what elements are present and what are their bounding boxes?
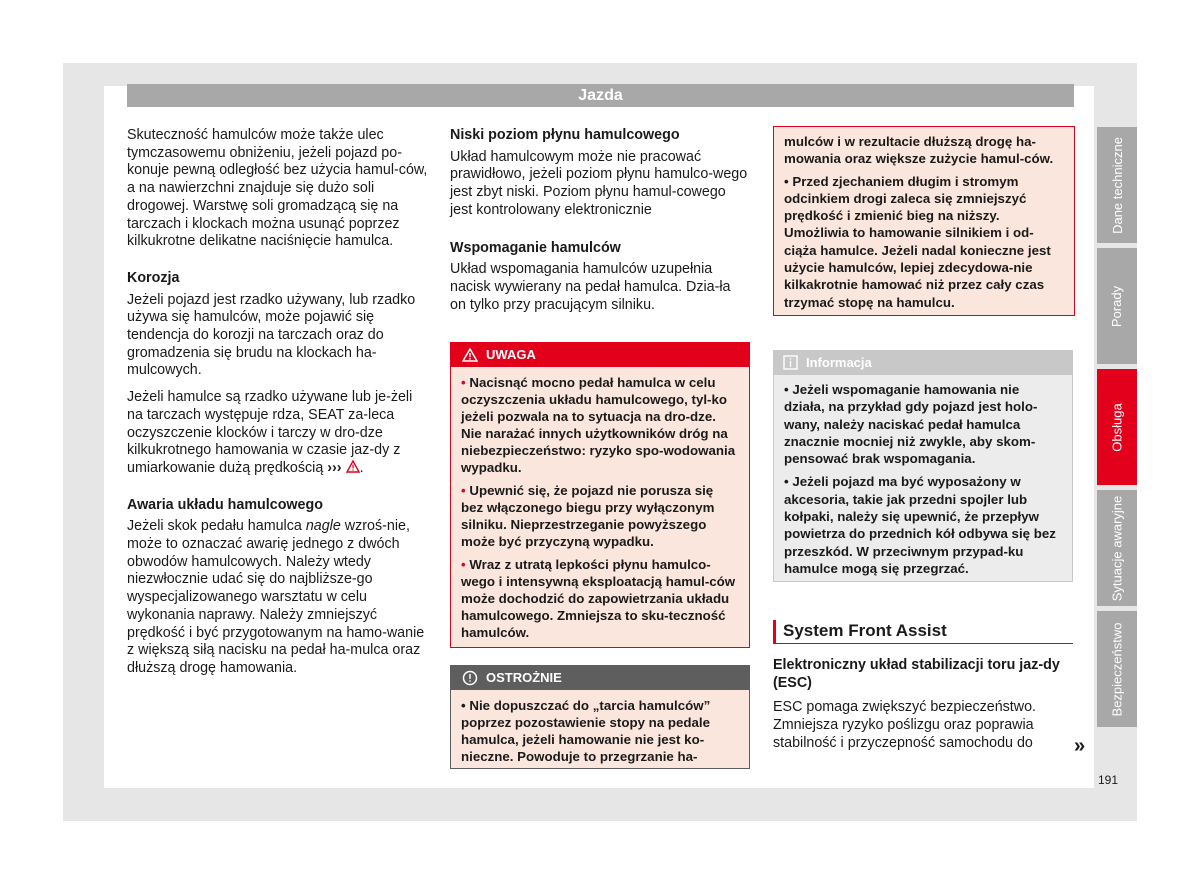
side-tab-label: Obsługa bbox=[1109, 402, 1125, 452]
awaria-paragraph bbox=[127, 518, 429, 677]
info-item: • Jeżeli wspomaganie hamowania nie działa, na przykład gdy pojazd jest holo-wany, należy naciskać pedał hamulca znacznie mocniej niż zwykle, aby skom-pensować brak wspomagania. bbox=[784, 382, 1038, 467]
column-2 bbox=[450, 127, 750, 323]
warning-item-text: Wraz z utratą lepkości płynu hamulco-wego i intensywną eksploatacją hamul-ców może dochodzić do zapowietrzania układu hamulcowego. Zmniejsza to sku-teczność hamulców. bbox=[461, 557, 736, 640]
section-title-front-assist: System Front Assist bbox=[773, 620, 1073, 644]
warning-item: • Nacisnąć mocno pedał hamulca w celu oczyszczenia układu hamulcowego, tyl-ko jeżeli pozwala na to sytuacja na dro-dze. Nie narażać innych użytkowników dróg na niebezpieczeństwo: ryzyko spo-wodowania wypadku. bbox=[461, 375, 736, 475]
side-tab-dane-techniczne[interactable] bbox=[1097, 127, 1137, 243]
korozja-paragraph-1: Jeżeli pojazd jest rzadko używany, lub rzadko używa się hamulców, może pojawić się tendencja do korozji na tarczach oraz do gromadzenia się brudu na klockach ha-mulcowych. bbox=[127, 291, 416, 379]
esc-section bbox=[773, 657, 1073, 753]
info-item-text: Jeżeli wspomaganie hamowania nie działa, na przykład gdy pojazd jest holo-wany, należy naciskać pedał hamulca znacznie mocniej niż zwykle, aby skom-pensować brak wspomagania. bbox=[784, 382, 1038, 467]
intro-paragraph: Skuteczność hamulców może także ulec tymczasowemu obniżeniu, jeżeli pojazd po-konuje pewną odległość bez użycia hamul-ców, a na nawierzchni znajduje się dużo soli drogowej. Warstwę soli gromadzącą się na tarczach i klockach można usunąć poprzez kilkukrotne delikatne naciśnięcie hamulca. bbox=[127, 127, 428, 250]
korozja-paragraph-2: Jeżeli hamulce są rzadko używane lub je-żeli na tarczach występuje rdza, SEAT za-leca oczyszczenie klocków i tarczy w dro-dze kilkukrotnego hamowania w czasie jaz-dy z umiarkowanie dużą prędkością ››› . bbox=[127, 389, 413, 476]
reference-arrows[interactable]: ››› bbox=[327, 459, 342, 476]
warning-triangle-icon bbox=[346, 460, 360, 473]
side-tab-label: Sytuacje awaryjne bbox=[1109, 495, 1125, 601]
caution-body bbox=[450, 690, 750, 769]
esc-paragraph: ESC pomaga zwiększyć bezpieczeństwo. Zmniejsza ryzyko poślizgu oraz poprawia stabilność i przyczepność samochodu do bbox=[773, 699, 1037, 751]
page-number: 191 bbox=[1098, 773, 1119, 787]
awaria-heading: Awaria układu hamulcowego bbox=[127, 496, 323, 513]
info-box bbox=[773, 350, 1073, 582]
warning-body bbox=[450, 367, 750, 648]
info-item-text: Jeżeli pojazd ma być wyposażony w akcesoria, takie jak przedni spojler lub kołpaki, należy się upewnić, że przepływ powietrza do przednich kół odbywa się bez przeszkód. W przeciwnym przypad-ku hamulce mogą się przegrzać. bbox=[784, 474, 1056, 576]
side-tab-label: Dane techniczne bbox=[1109, 136, 1125, 234]
caution-continuation-box bbox=[773, 126, 1075, 316]
chapter-header: Jazda bbox=[127, 84, 1074, 107]
wspomaganie-paragraph: Układ wspomagania hamulców uzupełnia nacisk wywierany na pedał hamulca. Dzia-ła on tylko przy pracującym silniku. bbox=[450, 261, 731, 313]
next-page-marker: » bbox=[1074, 735, 1086, 757]
exclamation-circle-icon bbox=[462, 670, 478, 686]
warning-item: • Wraz z utratą lepkości płynu hamulco-wego i intensywną eksploatacją hamul-ców może dochodzić do zapowietrzania układu hamulcowego. Zmniejsza to sku-teczność hamulców. bbox=[461, 557, 736, 640]
korozja-paragraph-2-text: Jeżeli hamulce są rzadko używane lub je-żeli na tarczach występuje rdza, SEAT za-leca oczyszczenie klocków i tarczy w dro-dze kilkukrotnego hamowania w czasie jaz-dy z umiarkowanie dużą prędkością bbox=[127, 389, 413, 476]
side-tab-label: Bezpieczeństwo bbox=[1109, 622, 1125, 716]
wspomaganie-heading: Wspomaganie hamulców bbox=[450, 239, 621, 256]
warning-item: • Upewnić się, że pojazd nie porusza się bez włączonego biegu przy wyłączonym silniku. Nieprzestrzeganie powyższego może być przyczyną wypadku. bbox=[461, 483, 715, 549]
caution-header bbox=[450, 665, 750, 690]
niski-heading: Niski poziom płynu hamulcowego bbox=[450, 127, 680, 143]
side-tab-label: Porady bbox=[1109, 285, 1125, 327]
warning-header bbox=[450, 342, 750, 367]
column-1 bbox=[127, 127, 429, 687]
awaria-text-2: wzroś-nie, może to oznaczać awarię jednego z dwóch obwodów hamulcowych. Należy wtedy niezwłocznie udać się do najbliższe-go wyspecjalizowanego warsztatu w celu wykonania naprawy. Należy zmniejszyć prędkość i być przygotowanym na hamo-wanie z większą siłą nacisku na pedał ha-mulca oraz dłuższą drogę hamowania. bbox=[127, 518, 425, 676]
continuation-item: • Przed zjechaniem długim i stromym odcinkiem drogi zaleca się zmniejszyć prędkość i zmienić bieg na niższy. Umożliwia to hamowanie silnikiem i od-ciąża hamulce. Jeżeli nadal konieczne jest użycie hamulców, lepiej zdecydowa-nie kilkakrotnie hamować niż przez cały czas trzymać stopę na hamulcu. bbox=[784, 173, 1051, 310]
awaria-text-1: Jeżeli skok pedału hamulca bbox=[127, 518, 306, 535]
niski-paragraph: Układ hamulcowym może nie pracować prawidłowo, jeżeli poziom płynu hamulco-wego jest zbyt niski. Poziom płynu hamul-cowego jest kontrolowany elektronicznie bbox=[450, 148, 748, 218]
info-header bbox=[773, 350, 1073, 375]
info-title: Informacja bbox=[806, 355, 872, 370]
info-item: • Jeżeli pojazd ma być wyposażony w akcesoria, takie jak przedni spojler lub kołpaki, należy się upewnić, że przepływ powietrza do przednich kół odbywa się bez przeszkód. W przeciwnym przypad-ku hamulce mogą się przegrzać. bbox=[784, 474, 1056, 576]
side-tab-obsluga[interactable] bbox=[1097, 369, 1137, 485]
info-icon bbox=[783, 355, 798, 370]
side-tab-sytuacje-awaryjne[interactable] bbox=[1097, 490, 1137, 606]
warning-triangle-icon bbox=[462, 348, 478, 362]
warning-box bbox=[450, 342, 750, 648]
caution-item: • Nie dopuszczać do „tarcia hamulców” poprzez pozostawienie stopy na pedale hamulca, jeżeli hamowanie nie jest ko-nieczne. Powoduje to przegrzanie ha- bbox=[461, 698, 711, 764]
continuation-text: mulców i w rezultacie dłuższą drogę ha-mowania oraz większe zużycie hamul-ców. bbox=[784, 134, 1054, 167]
esc-heading: Elektroniczny układ stabilizacji toru jaz-dy (ESC) bbox=[773, 657, 1060, 691]
warning-title: UWAGA bbox=[486, 347, 536, 362]
warning-item-text: Nacisnąć mocno pedał hamulca w celu oczyszczenia układu hamulcowego, tyl-ko jeżeli pozwala na to sytuacja na dro-dze. Nie narażać innych użytkowników dróg na niebezpieczeństwo: ryzyko spo-wodowania wypadku. bbox=[461, 375, 736, 475]
side-tab-bezpieczenstwo[interactable] bbox=[1097, 611, 1137, 727]
info-body bbox=[773, 375, 1073, 582]
korozja-heading: Korozja bbox=[127, 269, 180, 286]
caution-title: OSTROŻNIE bbox=[486, 670, 562, 685]
caution-box bbox=[450, 665, 750, 769]
continuation-item-text: Przed zjechaniem długim i stromym odcinkiem drogi zaleca się zmniejszyć prędkość i zmienić bieg na niższy. Umożliwia to hamowanie silnikiem i od-ciąża hamulce. Jeżeli nadal konieczne jest użycie hamulców, lepiej zdecydowa-nie kilkakrotnie hamować niż przez cały czas trzymać stopę na hamulcu. bbox=[784, 173, 1051, 310]
side-tab-porady[interactable] bbox=[1097, 248, 1137, 364]
caution-item-text: Nie dopuszczać do „tarcia hamulców” poprzez pozostawienie stopy na pedale hamulca, jeżeli hamowanie nie jest ko-nieczne. Powoduje to przegrzanie ha- bbox=[461, 698, 711, 764]
awaria-emphasis: nagle bbox=[305, 518, 341, 535]
warning-item-text: Upewnić się, że pojazd nie porusza się bez włączonego biegu przy wyłączonym silniku. Nieprzestrzeganie powyższego może być przyczyną wypadku. bbox=[461, 483, 715, 549]
